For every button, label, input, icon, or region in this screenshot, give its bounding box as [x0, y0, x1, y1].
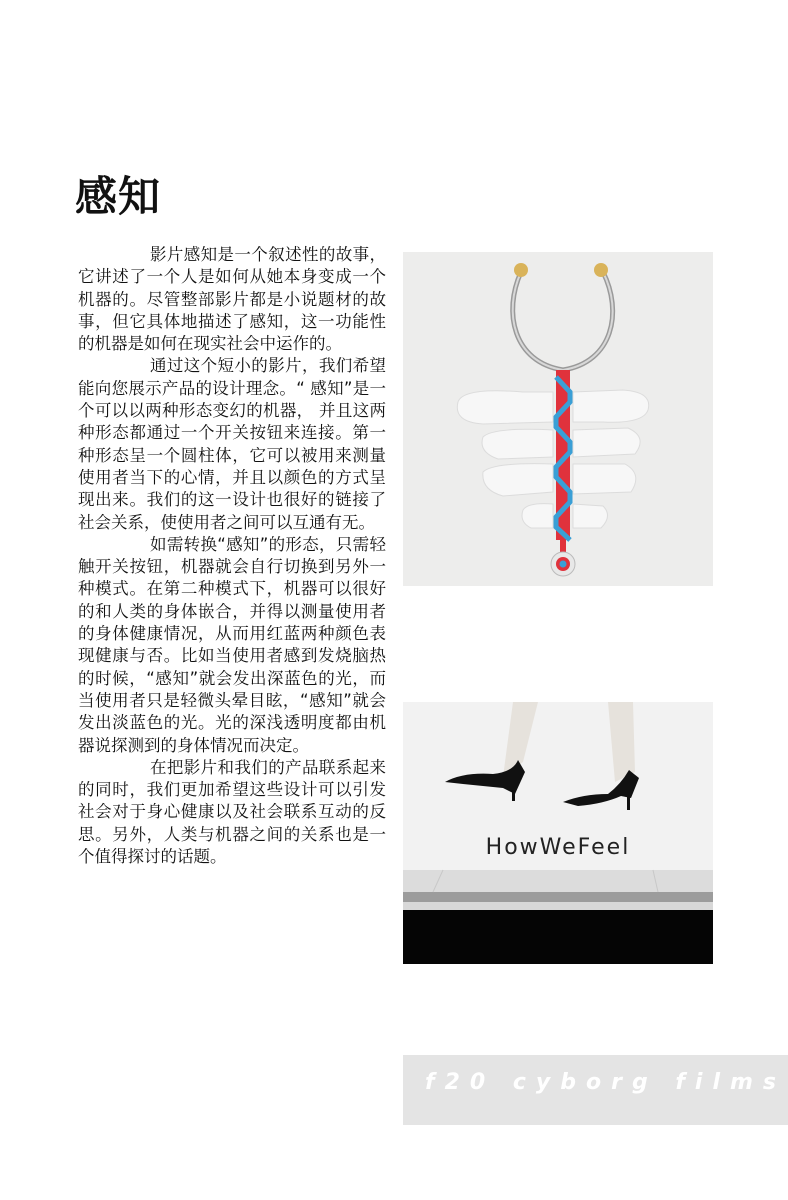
image-caption: HowWeFeel — [485, 835, 631, 860]
article-body — [78, 244, 386, 868]
paragraph-1: 影片感知是一个叙述性的故事，它讲述了一个人是如何从她本身变成一个机器的。尽管整部影片都是小说题材的故事，但它具体地描述了感知，这一功能性的机器是如何在现实社会中运作的。 — [78, 245, 386, 354]
footer-bar — [403, 1055, 788, 1125]
howwefeel-image — [403, 702, 713, 964]
high-heels-photo — [403, 702, 713, 964]
footer-label: f20 cyborg films — [425, 1070, 787, 1095]
paragraph-2: 通过这个短小的影片，我们希望能向您展示产品的设计理念。“ 感知”是一个可以以两种形态变幻的机器， 并且这两种形态都通过一个开关按钮来连接。第一种形态呈一个圆柱体，它可以被用来测量使用者当下的心情，并且以颜色的方式呈现出来。我们的这一设计也很好的链接了社会关系，使使用者之间可以互通有无。 — [78, 356, 386, 532]
paragraph-3: 如需转换“感知”的形态，只需轻触开关按钮，机器就会自行切换到另外一种模式。在第二种模式下，机器可以很好的和人类的身体嵌合，并得以测量使用者的身体健康情况，从而用红蓝两种颜色表现健康与否。比如当使用者感到发烧脑热的时候，“感知”就会发出深蓝色的光，而当使用者只是轻微头晕目眩，“感知”就会发出淡蓝色的光。光的深浅透明度都由机器说探测到的身体情况而决定。 — [78, 534, 386, 755]
page-title: 感知 — [75, 172, 162, 221]
paragraph-4: 在把影片和我们的产品联系起来的同时，我们更加希望这些设计可以引发社会对于身心健康以及社会联系互动的反思。另外，人类与机器之间的关系也是一个值得探讨的话题。 — [78, 757, 386, 867]
device-image — [403, 252, 713, 586]
wearable-device-illustration — [403, 252, 713, 586]
